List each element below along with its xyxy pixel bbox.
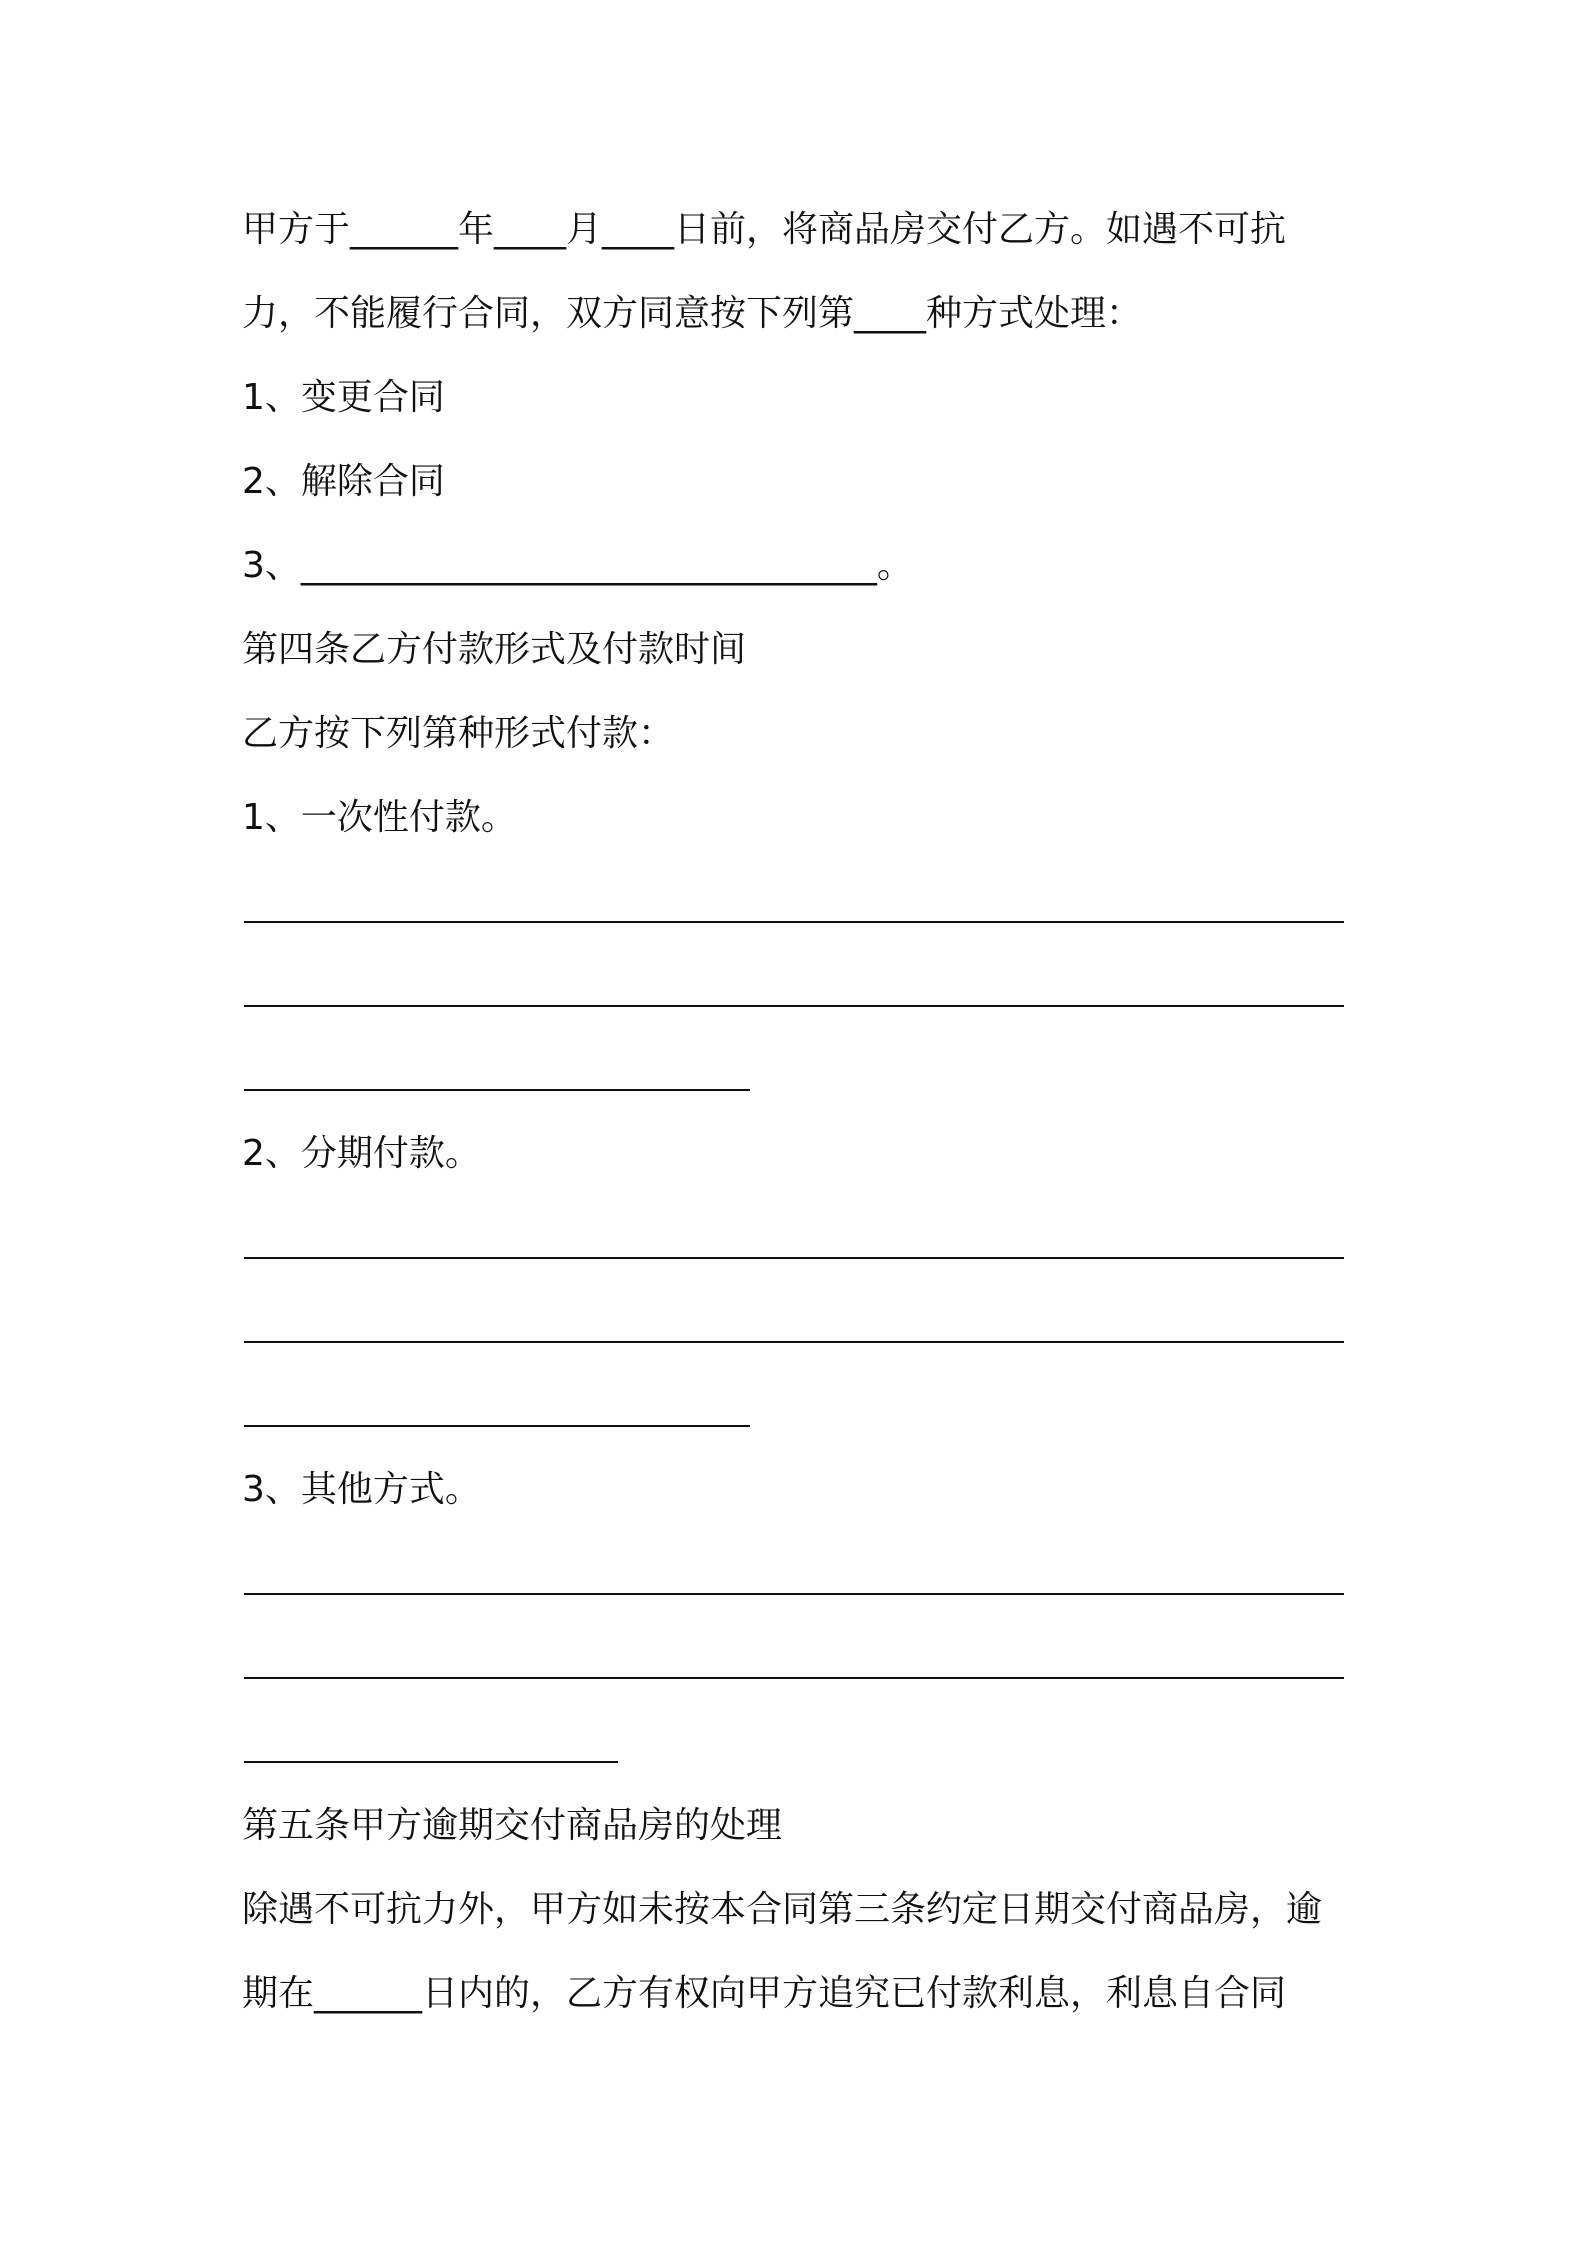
- option-terminate-contract: 2、解除合同: [242, 461, 445, 502]
- article-four-heading: 第四条乙方付款形式及付款时间: [242, 629, 747, 670]
- payment-option-lump-sum: 1、一次性付款。: [242, 797, 517, 838]
- blank-line: [244, 1005, 1344, 1007]
- blank-line: [244, 1677, 1344, 1679]
- payment-option-installment: 2、分期付款。: [242, 1133, 481, 1174]
- blank-line: [244, 1089, 750, 1091]
- blank-line: [244, 1425, 750, 1427]
- article-five-heading: 第五条甲方逾期交付商品房的处理: [242, 1805, 783, 1846]
- payment-intro-line: 乙方按下列第种形式付款：: [242, 713, 675, 754]
- blank-line: [244, 1761, 618, 1763]
- blank-line: [244, 1593, 1344, 1595]
- blank-line: [244, 1341, 1344, 1343]
- option-change-contract: 1、变更合同: [242, 377, 445, 418]
- option-other-blank: 3、________________________________。: [242, 545, 913, 586]
- payment-option-other: 3、其他方式。: [242, 1469, 481, 1510]
- contract-text-line-14: 期在______日内的，乙方有权向甲方追究已付款利息，利息自合同: [242, 1973, 1287, 2014]
- blank-line: [244, 921, 1344, 923]
- blank-line: [244, 1257, 1344, 1259]
- contract-text-line-13: 除遇不可抗力外，甲方如未按本合同第三条约定日期交付商品房，逾: [242, 1889, 1323, 1930]
- contract-text-line-2: 力，不能履行合同，双方同意按下列第____种方式处理：: [242, 293, 1143, 334]
- contract-text-line-1: 甲方于______年____月____日前，将商品房交付乙方。如遇不可抗: [242, 209, 1287, 250]
